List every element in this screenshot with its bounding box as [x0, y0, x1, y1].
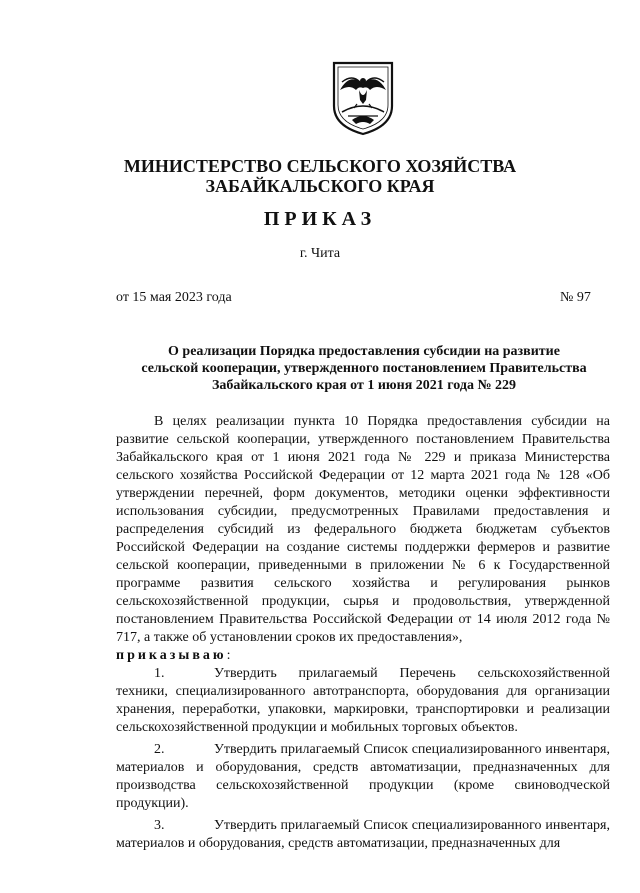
subject-line: сельской кооперации, утвержденного постановлением Правительства: [141, 361, 587, 376]
item-number: 2.: [154, 742, 165, 757]
order-item-1: [116, 665, 610, 737]
preamble-paragraph: В целях реализации пункта 10 Порядка предоставления субсидии на развитие сельской кооперации, утвержденного постановлением Правительства Забайкальского края от 1 июня 2021 года № 229 и приказа Министерства сельского хозяйства Российской Федерации от 12 марта 2021 года № 128 «Об утверждении перечней, форм документов, методики оценки эффективности использования субсидии, предусмотренных Правилами предоставления и распределения субсидий из федерального бюджета бюджетам субъектов Российской Федерации на создание системы поддержки фермеров и развитие сельской кооперации, приведенными в приложении № 6 к Государственной программе развития сельского хозяйства и регулирования рынков сельскохозяйственной продукции, сырья и продовольствия, утвержденной постановлением Правительства Российской Федерации от 14 июля 2012 года № 717, а также об установлении сроков их предоставления»,: [116, 414, 610, 645]
item-number: 1.: [154, 666, 165, 681]
order-item-3: [116, 817, 610, 853]
coat-of-arms-emblem: [330, 60, 396, 136]
order-directive: [116, 647, 610, 665]
document-type-title: ПРИКАЗ: [263, 208, 377, 230]
order-number: № 97: [560, 290, 591, 305]
order-word: приказываю: [116, 648, 227, 663]
order-subject: [116, 343, 612, 394]
item-text: Утвердить прилагаемый Перечень сельскохозяйственной техники, специализированного автотранспорта, оборудования для организации хранения, переработки, упаковки, маркировки, транспортировки и реализации сельскохозяйственной продукции и мобильных торговых объектов.: [116, 666, 610, 735]
ministry-name-line1: МИНИСТЕРСТВО СЕЛЬСКОГО ХОЗЯЙСТВА: [123, 156, 517, 176]
item-text: Утвердить прилагаемый Список специализированного инвентаря, материалов и оборудования, средств автоматизации, предназначенных для: [116, 818, 610, 851]
city: г. Чита: [299, 246, 341, 261]
item-text: Утвердить прилагаемый Список специализированного инвентаря, материалов и оборудования, средств автоматизации, предназначенных для производства сельскохозяйственной продукции (кроме свиноводческой продукции).: [116, 742, 610, 811]
order-item-2: [116, 741, 610, 813]
subject-line: Забайкальского края от 1 июня 2021 года № 229: [211, 378, 517, 393]
subject-line: О реализации Порядка предоставления субсидии на развитие: [168, 344, 560, 359]
ministry-name-line2: ЗАБАЙКАЛЬСКОГО КРАЯ: [205, 176, 435, 196]
item-number: 3.: [154, 818, 165, 833]
order-colon: :: [226, 648, 231, 663]
order-body: [116, 413, 610, 853]
order-date: от 15 мая 2023 года: [116, 290, 232, 305]
